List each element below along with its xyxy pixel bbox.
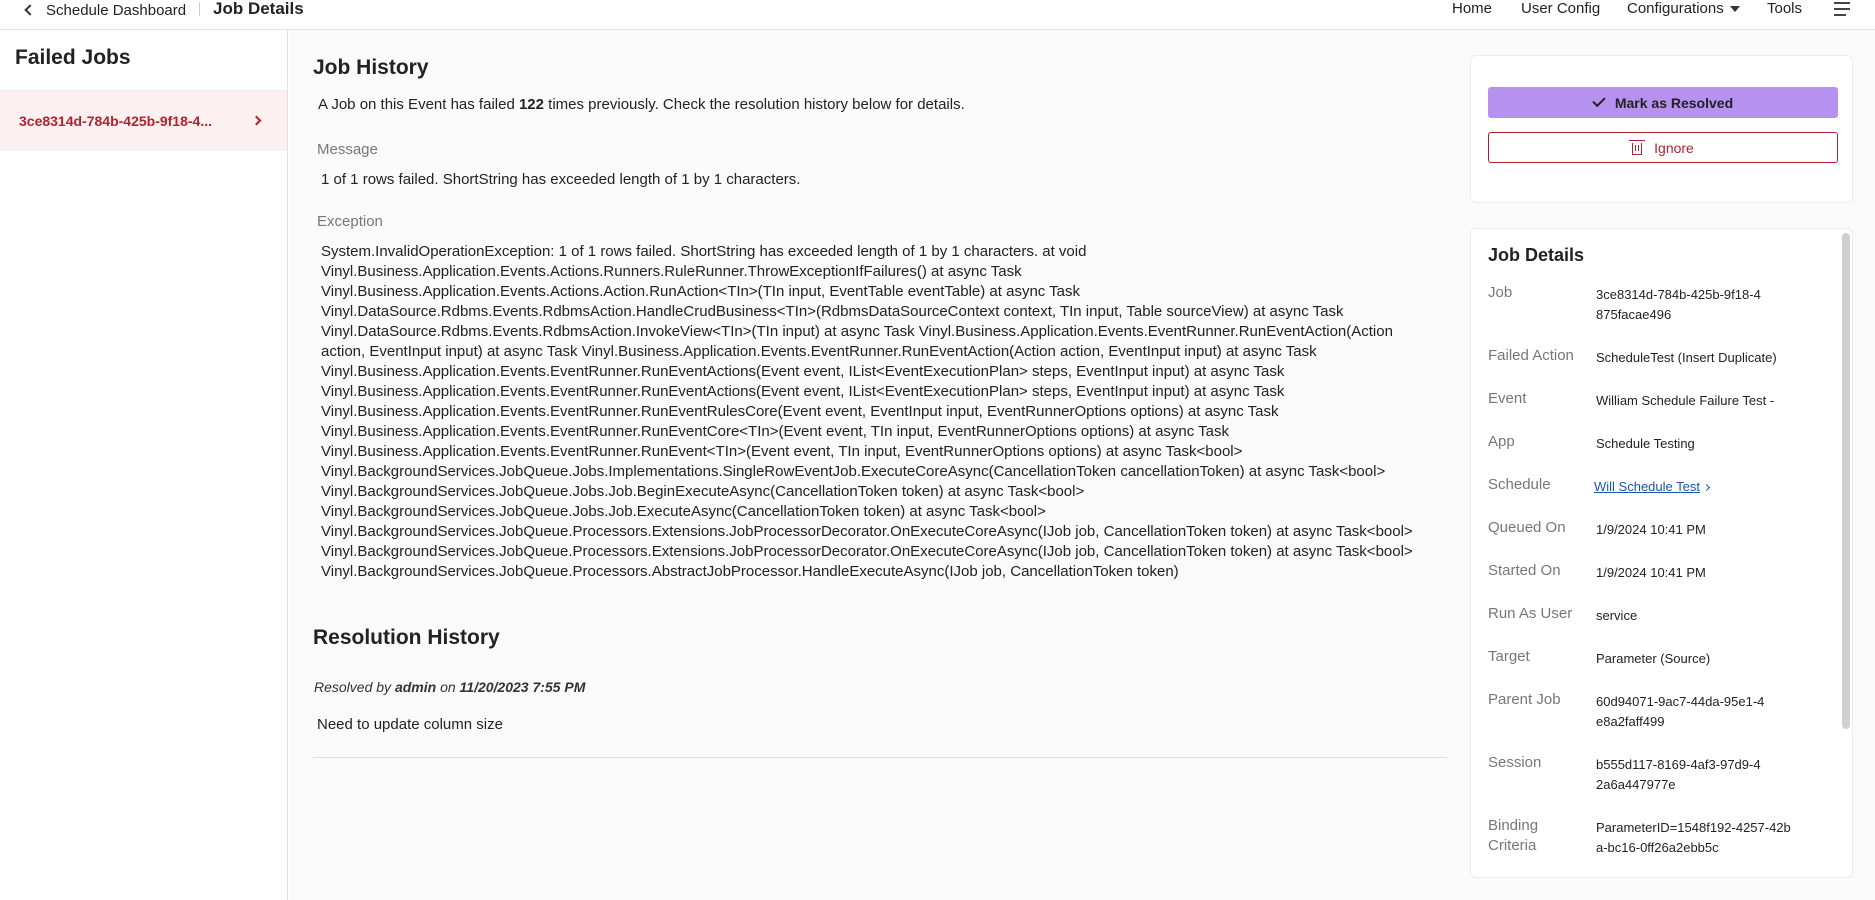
top-nav-bar bbox=[0, 0, 1875, 30]
detail-key: Parent Job bbox=[1488, 691, 1561, 708]
nav-user-config-link[interactable]: User Config bbox=[1521, 0, 1601, 17]
detail-value: 60d94071-9ac7-44da-95e1-4e8a2faff499 bbox=[1596, 694, 1765, 729]
exception-line: System.InvalidOperationException: 1 of 1 rows failed. ShortString has exceeded length of 1 by 1 characters. at void bbox=[321, 243, 1087, 260]
exception-line: Vinyl.Business.Application.Events.EventRunner.RunEventCore<TIn>(Event event, TIn input, EventRunnerOptions options) at async Task bbox=[321, 423, 1230, 440]
resolved-by-user: admin bbox=[394, 679, 437, 695]
job-details-card bbox=[1470, 228, 1853, 878]
resolution-entry-meta bbox=[314, 679, 585, 695]
chevron-left-icon bbox=[24, 4, 35, 15]
detail-key: Job bbox=[1488, 284, 1513, 301]
detail-value: Parameter (Source) bbox=[1596, 651, 1711, 666]
chevron-right-icon bbox=[1703, 484, 1710, 491]
exception-line: Vinyl.Business.Application.Events.EventRunner.RunEventActions(Event event, IList<EventExecutionPlan> steps, EventInput input) at async Task bbox=[321, 383, 1285, 400]
chevron-right-icon bbox=[252, 116, 262, 126]
detail-value: b555d117-8169-4af3-97d9-42a6a447977e bbox=[1596, 757, 1761, 792]
detail-key: Session bbox=[1488, 754, 1542, 771]
exception-line: Vinyl.Business.Application.Events.EventRunner.RunEvent<TIn>(Event event, TIn input, EventRunnerOptions options) at async Task<bool> bbox=[321, 443, 1243, 460]
nav-tools-link[interactable]: Tools bbox=[1767, 0, 1803, 17]
menu-icon[interactable] bbox=[1834, 0, 1850, 18]
detail-value: service bbox=[1596, 608, 1638, 623]
detail-value: William Schedule Failure Test - bbox=[1596, 393, 1775, 408]
detail-key: Schedule bbox=[1488, 476, 1551, 493]
failure-summary bbox=[318, 96, 965, 113]
failure-count: 122 bbox=[518, 96, 544, 113]
nav-home-link[interactable]: Home bbox=[1452, 0, 1493, 17]
check-icon bbox=[1592, 94, 1605, 107]
exception-line: Vinyl.BackgroundServices.JobQueue.Jobs.Job.ExecuteAsync(CancellationToken token) at async Task<bool> bbox=[321, 503, 1046, 520]
exception-line: Vinyl.DataSource.Rdbms.Events.RdbmsAction.InvokeView<TIn>(TIn input) at async Task Vinyl.Business.Application.Events.EventRunner.RunEventAction(Action bbox=[321, 323, 1393, 340]
schedule-link[interactable] bbox=[1594, 477, 1794, 497]
main-content bbox=[289, 30, 1875, 900]
exception-line: Vinyl.BackgroundServices.JobQueue.Processors.Extensions.JobProcessorDecorator.OnExecuteCoreAsync(IJob job, CancellationToken token) at async Task<bool> bbox=[321, 543, 1413, 560]
message-text: 1 of 1 rows failed. ShortString has exceeded length of 1 by 1 characters. bbox=[321, 171, 801, 188]
resolved-at-timestamp: 11/20/2023 7:55 PM bbox=[459, 679, 586, 695]
nav-configurations-label: Configurations bbox=[1627, 0, 1724, 17]
detail-value: 3ce8314d-784b-425b-9f18-4875facae496 bbox=[1596, 287, 1761, 322]
trash-icon bbox=[1632, 143, 1642, 155]
exception-label: Exception bbox=[317, 213, 383, 230]
exception-stack-trace bbox=[321, 242, 1461, 582]
caret-down-icon bbox=[1730, 6, 1740, 12]
detail-key: Queued On bbox=[1488, 519, 1566, 536]
failed-job-id-label: 3ce8314d-784b-425b-9f18-4... bbox=[19, 113, 212, 129]
sidebar-title: Failed Jobs bbox=[15, 46, 131, 69]
nav-configurations-dropdown[interactable] bbox=[1627, 1, 1740, 17]
resolution-history-title: Resolution History bbox=[313, 626, 500, 649]
detail-value: ScheduleTest (Insert Duplicate) bbox=[1596, 350, 1777, 365]
exception-line: Vinyl.BackgroundServices.JobQueue.Processors.Extensions.JobProcessorDecorator.OnExecuteCoreAsync(IJob job, CancellationToken token) at async Task<bool> bbox=[321, 523, 1413, 540]
resolved-on-word: on bbox=[440, 679, 456, 695]
actions-card bbox=[1470, 55, 1853, 203]
detail-value: ParameterID=1548f192-4257-42ba-bc16-0ff26a2ebb5c bbox=[1596, 820, 1791, 855]
exception-line: Vinyl.BackgroundServices.JobQueue.Jobs.Job.BeginExecuteAsync(CancellationToken token) at async Task<bool> bbox=[321, 483, 1085, 500]
ignore-label: Ignore bbox=[1654, 139, 1694, 156]
mark-as-resolved-button[interactable] bbox=[1488, 87, 1838, 118]
detail-key: Run As User bbox=[1488, 605, 1573, 622]
schedule-link-label: Will Schedule Test bbox=[1594, 479, 1700, 494]
detail-key: Binding Criteria bbox=[1488, 817, 1539, 854]
exception-line: Vinyl.Business.Application.Events.EventRunner.RunEventRulesCore(Event event, EventInput input, EventRunnerOptions options) at async Task bbox=[321, 403, 1279, 420]
detail-value: Schedule Testing bbox=[1596, 436, 1695, 451]
failed-job-list-item[interactable] bbox=[0, 90, 287, 151]
failure-summary-prefix: A Job on this Event has failed bbox=[318, 96, 515, 113]
job-details-title: Job Details bbox=[1488, 245, 1585, 265]
back-link-label: Schedule Dashboard bbox=[46, 1, 187, 19]
detail-value: 1/9/2024 10:41 PM bbox=[1596, 522, 1706, 537]
detail-key: Failed Action bbox=[1488, 347, 1574, 364]
exception-line: Vinyl.Business.Application.Events.Actions.Runners.RuleRunner.ThrowExceptionIfFailures() at async Task bbox=[321, 263, 1022, 280]
exception-line: Vinyl.BackgroundServices.JobQueue.Processors.AbstractJobProcessor.HandleExecuteAsync(IJob job, CancellationToken token) bbox=[321, 563, 1179, 580]
detail-value: 1/9/2024 10:41 PM bbox=[1596, 565, 1706, 580]
detail-key: App bbox=[1488, 433, 1515, 450]
resolution-note: Need to update column size bbox=[317, 716, 503, 733]
failed-jobs-sidebar bbox=[0, 30, 288, 900]
mark-as-resolved-label: Mark as Resolved bbox=[1614, 94, 1734, 111]
job-history-section bbox=[289, 30, 1463, 900]
exception-line: Vinyl.Business.Application.Events.EventRunner.RunEventActions(Event event, IList<EventExecutionPlan> steps, EventInput input) at async Task bbox=[321, 363, 1285, 380]
ignore-button[interactable] bbox=[1488, 132, 1838, 163]
detail-key: Event bbox=[1488, 390, 1527, 407]
back-to-schedule-dashboard-link[interactable] bbox=[26, 0, 186, 20]
exception-line: Vinyl.BackgroundServices.JobQueue.Jobs.Implementations.SingleRowEventJob.ExecuteCoreAsync(CancellationToken cancellationToken) at async Task<bool> bbox=[321, 463, 1386, 480]
section-divider bbox=[313, 757, 1447, 758]
detail-key: Started On bbox=[1488, 562, 1561, 579]
details-scrollbar[interactable] bbox=[1842, 233, 1850, 729]
detail-key: Target bbox=[1488, 648, 1530, 665]
exception-line: Vinyl.Business.Application.Events.Actions.Action.RunAction<TIn>(TIn input, EventTable eventTable) at async Task bbox=[321, 283, 1081, 300]
nav-divider bbox=[199, 2, 200, 16]
job-history-title: Job History bbox=[313, 56, 429, 79]
failure-summary-suffix: times previously. Check the resolution history below for details. bbox=[548, 96, 965, 113]
page-title: Job Details bbox=[213, 0, 304, 18]
resolved-by-prefix: Resolved by bbox=[314, 679, 392, 695]
exception-line: Vinyl.DataSource.Rdbms.Events.RdbmsAction.HandleCrudBusiness<TIn>(RdbmsDataSourceContext context, TIn input, Table sourceView) at async Task bbox=[321, 303, 1344, 320]
exception-line: action, EventInput input) at async Task Vinyl.Business.Application.Events.EventRunner.RunEventAction(Action action, EventInput input) at async Task bbox=[321, 343, 1317, 360]
message-label: Message bbox=[317, 141, 378, 158]
